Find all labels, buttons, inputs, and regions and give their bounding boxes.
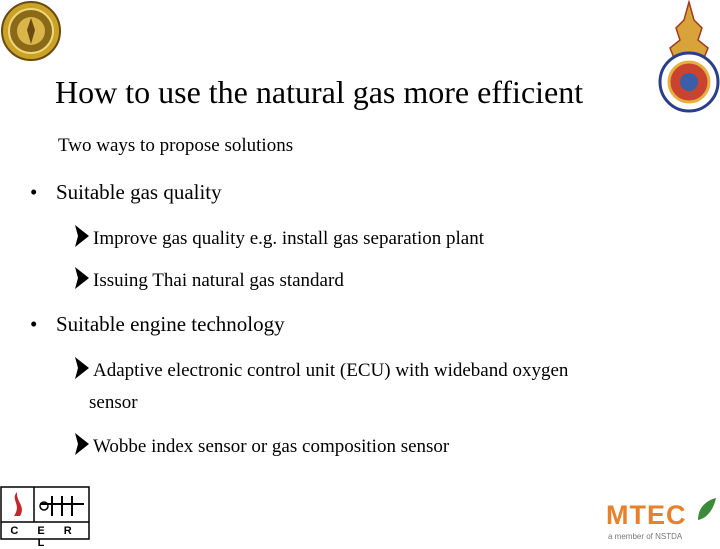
slide-title: How to use the natural gas more efficient [55, 74, 584, 110]
sub-bullet-item [73, 430, 449, 458]
bullet-label: Suitable gas quality [56, 180, 222, 204]
mtec-logo [600, 494, 720, 540]
sub-bullet-text: Wobbe index sensor or gas composition sensor [93, 436, 450, 457]
sub-bullet-text: Improve gas quality e.g. install gas separation plant [93, 228, 484, 249]
mtec-logo-text: MTEC [606, 500, 687, 530]
institution-emblem-logo [658, 0, 720, 118]
arrow-bullet-icon [73, 430, 91, 458]
bullet-item [30, 312, 285, 337]
sub-bullet-text: Adaptive electronic control unit (ECU) with wideband oxygen [93, 360, 569, 381]
cerl-logo-text: C E R L [10, 525, 80, 549]
bullet-item [30, 180, 222, 205]
bullet-dot-icon: • [30, 312, 38, 336]
university-seal-logo [0, 0, 62, 62]
cerl-logo [0, 486, 90, 549]
arrow-bullet-icon [73, 264, 91, 292]
sub-bullet-item [73, 264, 344, 292]
arrow-bullet-icon [73, 222, 91, 250]
sub-bullet-continuation: sensor [89, 392, 138, 413]
sub-bullet-item [73, 354, 568, 382]
bullet-label: Suitable engine technology [56, 312, 285, 336]
leaf-icon [694, 496, 718, 524]
bullet-dot-icon: • [30, 180, 38, 204]
arrow-bullet-icon [73, 354, 91, 382]
slide-subtitle: Two ways to propose solutions [58, 135, 294, 156]
sub-bullet-text: Issuing Thai natural gas standard [93, 270, 344, 291]
mtec-tagline: a member of NSTDA [608, 532, 683, 541]
sub-bullet-item [73, 222, 484, 250]
